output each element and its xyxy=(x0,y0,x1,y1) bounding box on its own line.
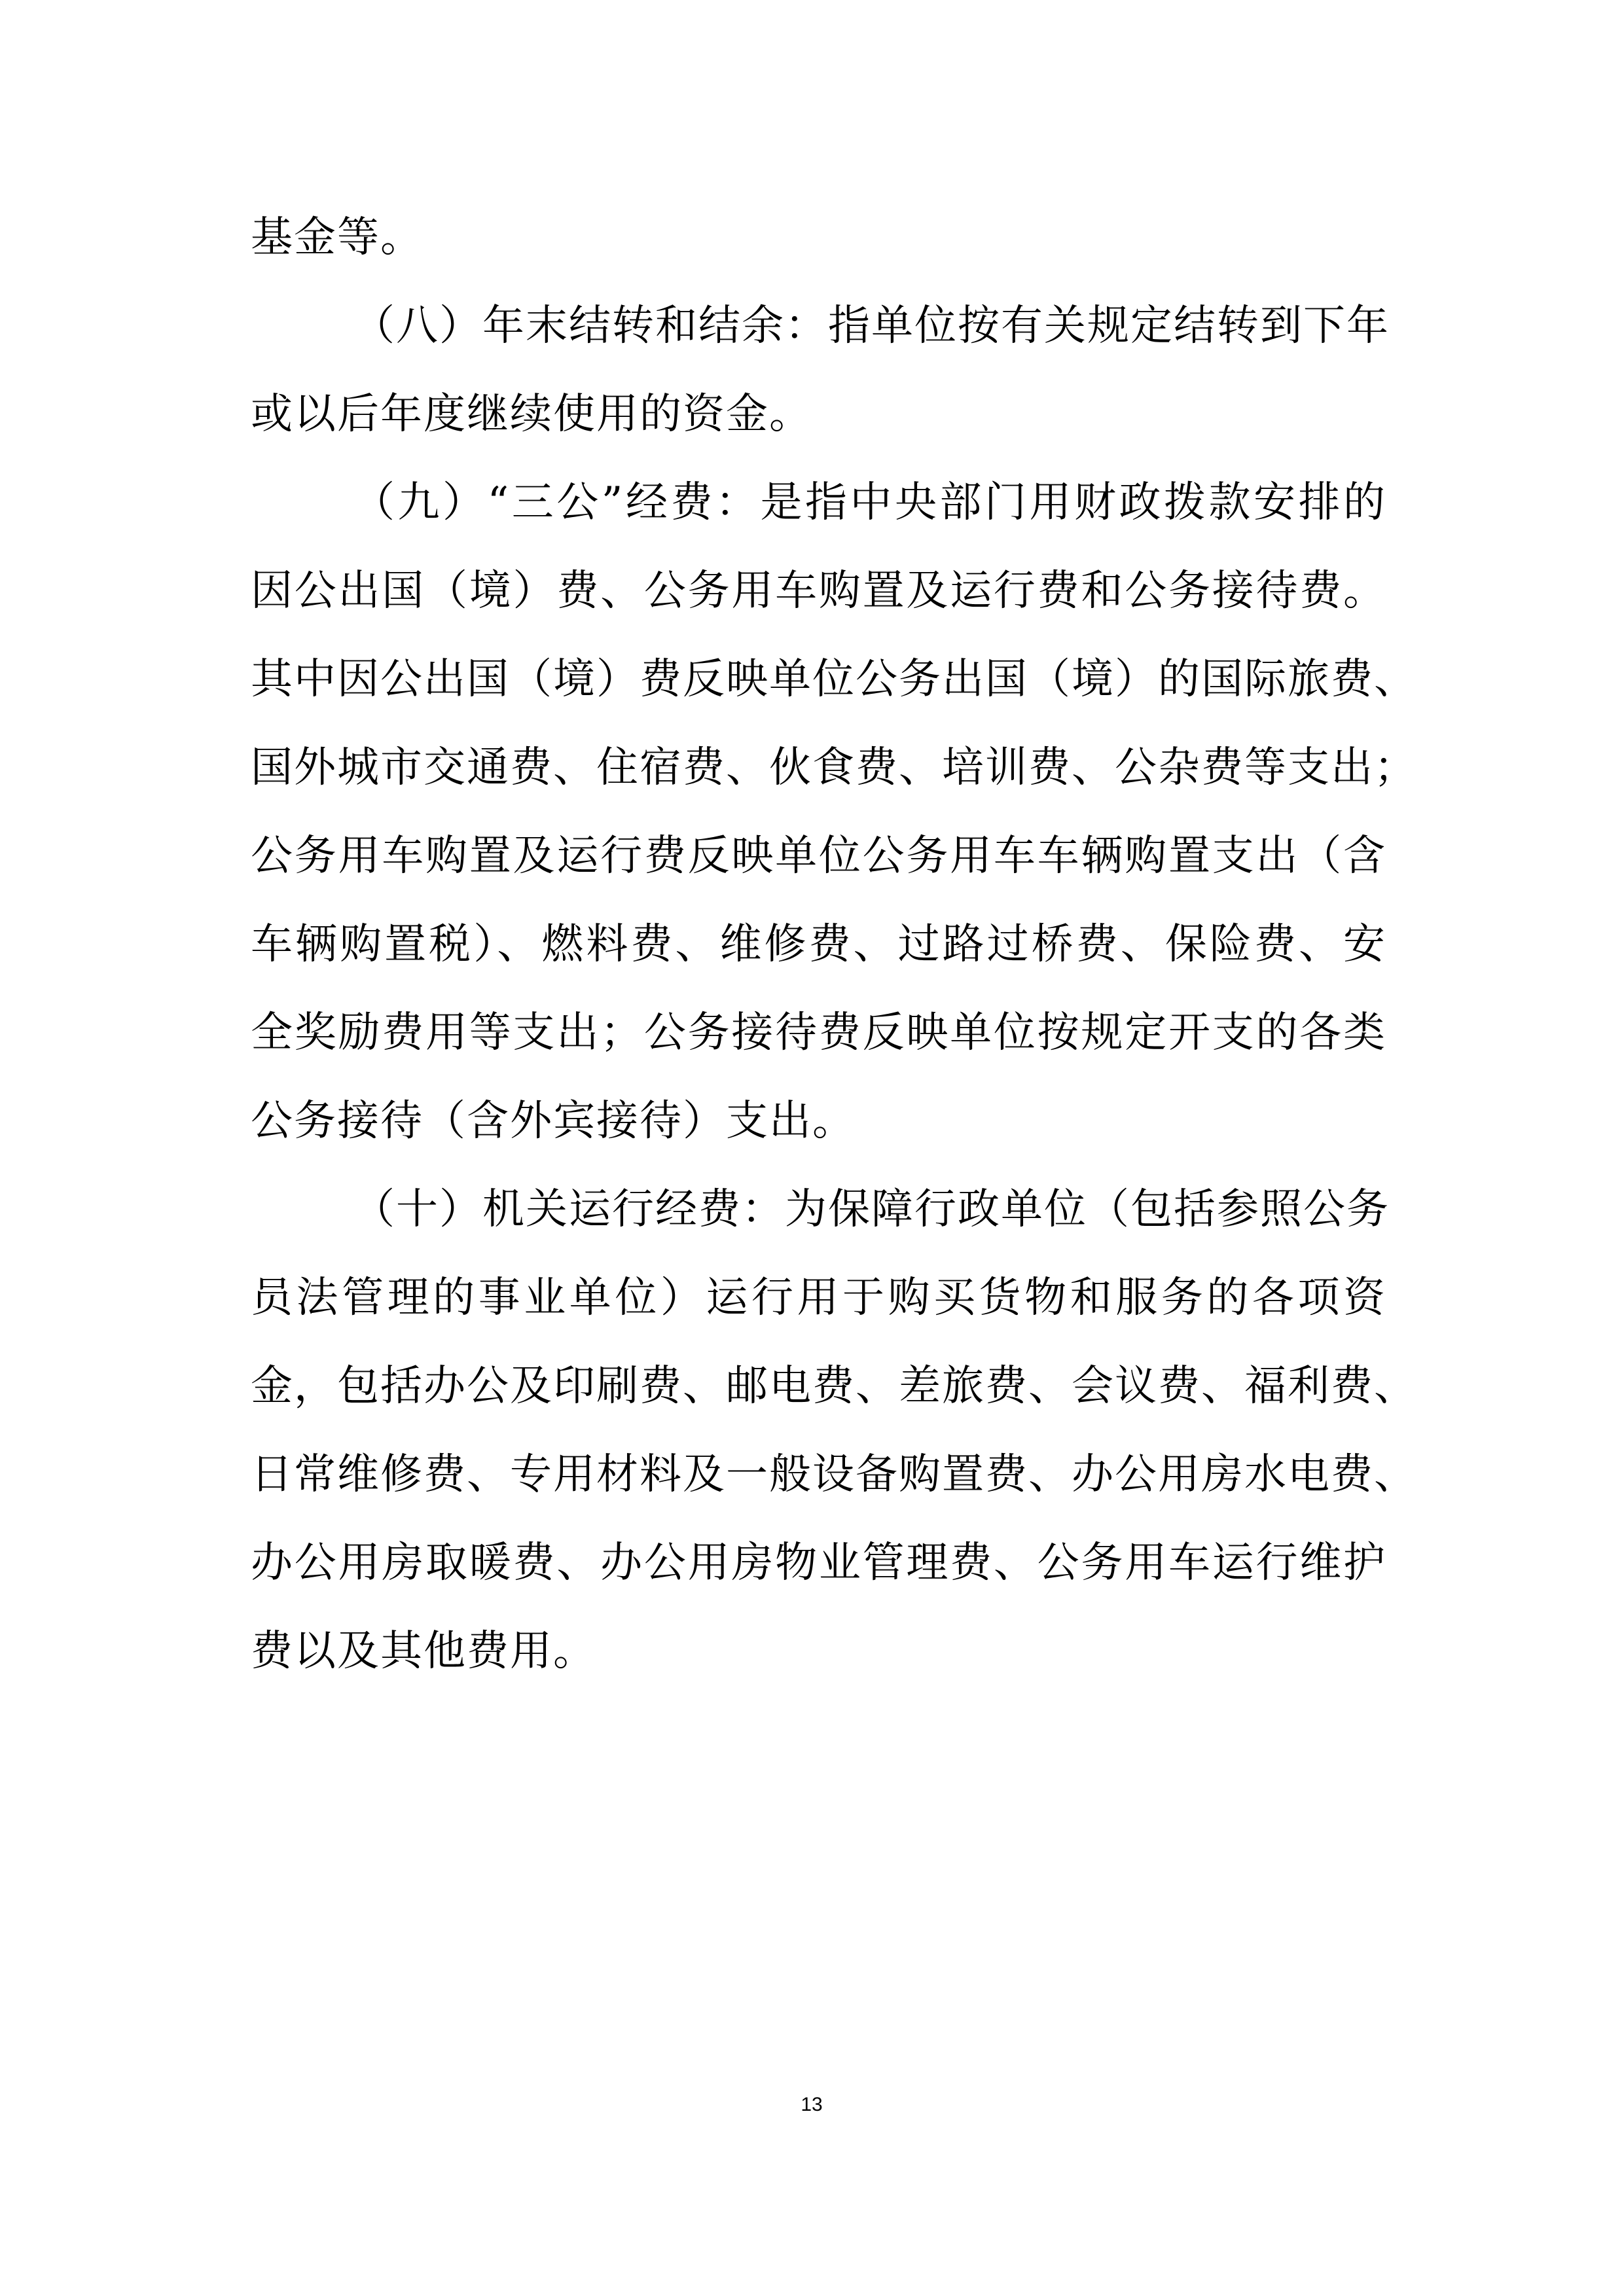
text-line: 公务用车购置及运行费反映单位公务用车车辆购置支出（含 xyxy=(251,832,1386,880)
text-line: 全奖励费用等支出；公务接待费反映单位按规定开支的各类 xyxy=(251,1009,1386,1057)
paragraph-heading-line: （九）“三公”经费：是指中央部门用财政拨款安排的 xyxy=(353,478,1386,527)
text-line: 金，包括办公及印刷费、邮电费、差旅费、会议费、福利费、 xyxy=(251,1362,1417,1410)
text-line: 日常维修费、专用材料及一般设备购置费、办公用房水电费、 xyxy=(251,1450,1417,1499)
text-line: 员法管理的事业单位）运行用于购买货物和服务的各项资 xyxy=(251,1274,1386,1322)
paragraph-heading-line: （十）机关运行经费：为保障行政单位（包括参照公务 xyxy=(353,1185,1390,1234)
text-line: 国外城市交通费、住宿费、伙食费、培训费、公杂费等支出； xyxy=(251,744,1417,792)
page-number: 13 xyxy=(801,2094,823,2115)
text-line: 办公用房取暖费、办公用房物业管理费、公务用车运行维护 xyxy=(251,1539,1386,1587)
text-line: 基金等。 xyxy=(251,213,424,262)
paragraph-heading-line: （八）年末结转和结余：指单位按有关规定结转到下年 xyxy=(353,302,1390,350)
text-line: 公务接待（含外宾接待）支出。 xyxy=(251,1097,856,1145)
text-line: 费以及其他费用。 xyxy=(251,1627,596,1676)
text-line: 其中因公出国（境）费反映单位公务出国（境）的国际旅费、 xyxy=(251,655,1417,704)
text-line: 或以后年度继续使用的资金。 xyxy=(251,390,812,439)
text-line: 车辆购置税）、燃料费、维修费、过路过桥费、保险费、安 xyxy=(251,920,1386,969)
text-line: 因公出国（境）费、公务用车购置及运行费和公务接待费。 xyxy=(251,567,1386,615)
